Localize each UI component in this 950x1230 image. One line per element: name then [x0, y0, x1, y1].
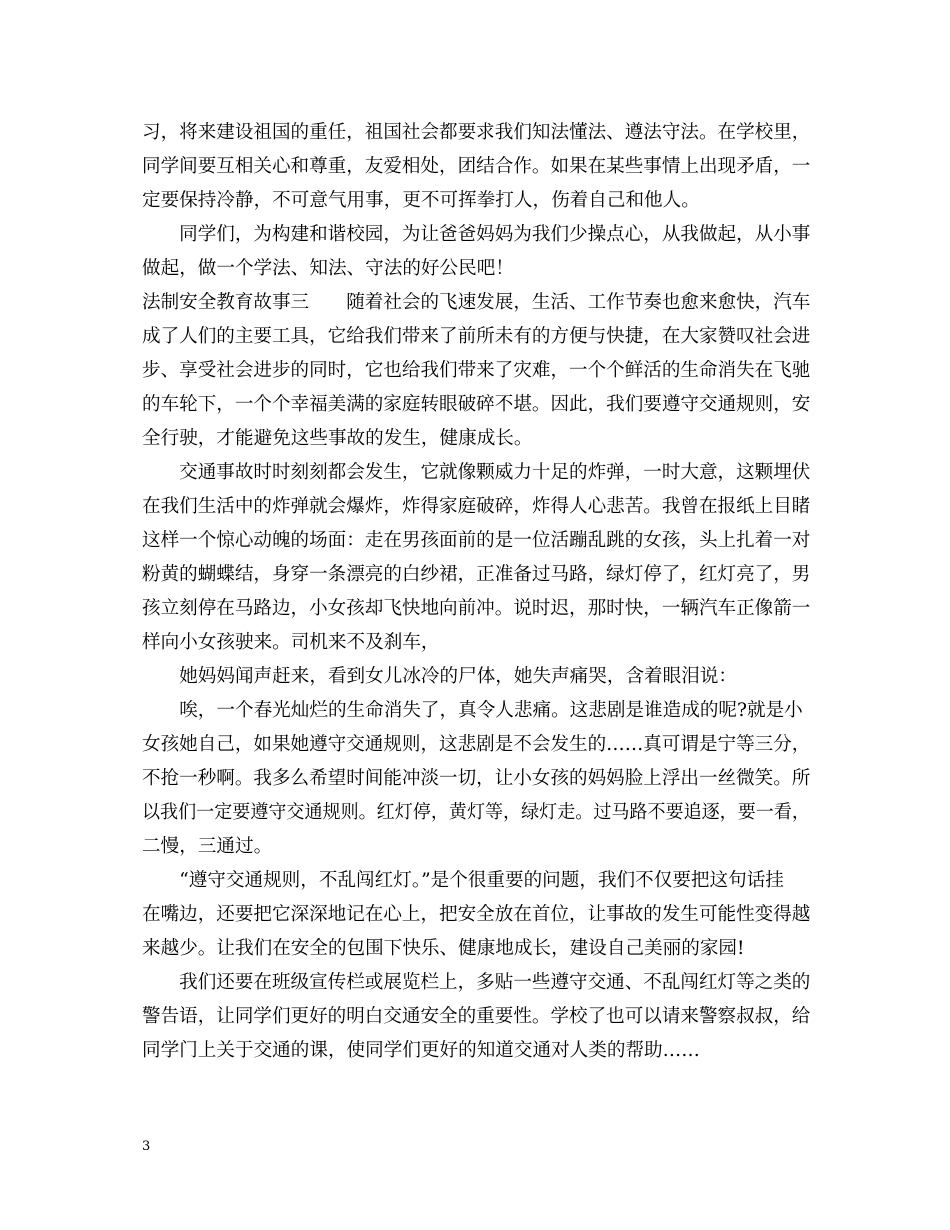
text-line: 同学间要互相关心和尊重，友爱相处，团结合作。如果在某些事情上出现矛盾，一: [142, 156, 811, 177]
text-line: 成了人们的主要工具，它给我们带来了前所未有的方便与快捷，在大家赞叹社会进: [142, 326, 811, 347]
text-line: 样向小女孩驶来。司机来不及刹车，: [142, 632, 440, 653]
text-line: 我们还要在班级宣传栏或展览栏上，多贴一些遵守交通、不乱闯红灯等之类的: [142, 972, 811, 993]
text-line: 交通事故时时刻刻都会发生，它就像颗威力十足的炸弹，一时大意，这颗埋伏: [142, 462, 811, 483]
text-line: 在嘴边，还要把它深深地记在心上，把安全放在首位，让事故的发生可能性变得越: [142, 904, 811, 925]
text-line: 定要保持冷静，不可意气用事，更不可挥拳打人，伤着自己和他人。: [142, 190, 700, 211]
text-line: 这样一个惊心动魄的场面：走在男孩面前的是一位活蹦乱跳的女孩，头上扎着一对: [142, 530, 811, 551]
text-line: 在我们生活中的炸弹就会爆炸，炸得家庭破碎，炸得人心悲苦。我曾在报纸上目睹: [142, 496, 811, 517]
text-line: 女孩她自己，如果她遵守交通规则，这悲剧是不会发生的……真可谓是宁等三分，: [142, 734, 811, 755]
text-line: 同学门上关于交通的课，使同学们更好的知道交通对人类的帮助……: [142, 1040, 700, 1061]
text-line: 孩立刻停在马路边，小女孩却飞快地向前冲。说时迟，那时快，一辆汽车正像箭一: [142, 598, 811, 619]
text-line: 不抢一秒啊。我多么希望时间能冲淡一切，让小女孩的妈妈脸上浮出一丝微笑。所: [142, 768, 811, 789]
text-line: 来越少。让我们在安全的包围下快乐、健康地成长，建设自己美丽的家园!: [142, 938, 745, 959]
text-line: 同学们，为构建和谐校园，为让爸爸妈妈为我们少操点心，从我做起，从小事: [142, 224, 811, 245]
text-line: 法制安全教育故事三 随着社会的飞速发展，生活、工作节奏也愈来愈快，汽车: [142, 292, 811, 313]
page-number: 3: [142, 1139, 151, 1154]
text-line: 她妈妈闻声赶来，看到女儿冰冷的尸体，她失声痛哭，含着眼泪说：: [142, 666, 738, 687]
text-line: 做起，做一个学法、知法、守法的好公民吧！: [142, 258, 514, 279]
text-line: 全行驶，才能避免这些事故的发生，健康成长。: [142, 428, 533, 449]
text-line: 警告语，让同学们更好的明白交通安全的重要性。学校了也可以请来警察叔叔，给: [142, 1006, 811, 1027]
text-line: 的车轮下，一个个幸福美满的家庭转眼破碎不堪。因此，我们要遵守交通规则，安: [142, 394, 811, 415]
text-line: 步、享受社会进步的同时，它也给我们带来了灾难，一个个鲜活的生命消失在飞驰: [142, 360, 811, 381]
text-line: 以我们一定要遵守交通规则。红灯停，黄灯等，绿灯走。过马路不要追逐，要一看，: [142, 802, 810, 823]
text-line: 粉黄的蝴蝶结，身穿一条漂亮的白纱裙，正准备过马路，绿灯停了，红灯亮了，男: [142, 564, 811, 585]
text-line: 习，将来建设祖国的重任，祖国社会都要求我们知法懂法、遵法守法。在学校里，: [142, 122, 811, 143]
text-line: “遵守交通规则，不乱闯红灯。”是个很重要的问题，我们不仅要把这句话挂: [142, 870, 784, 891]
text-line: 唉，一个春光灿烂的生命消失了，真令人悲痛。这悲剧是谁造成的呢?就是小: [142, 700, 803, 721]
text-line: 二慢，三通过。: [142, 836, 273, 857]
